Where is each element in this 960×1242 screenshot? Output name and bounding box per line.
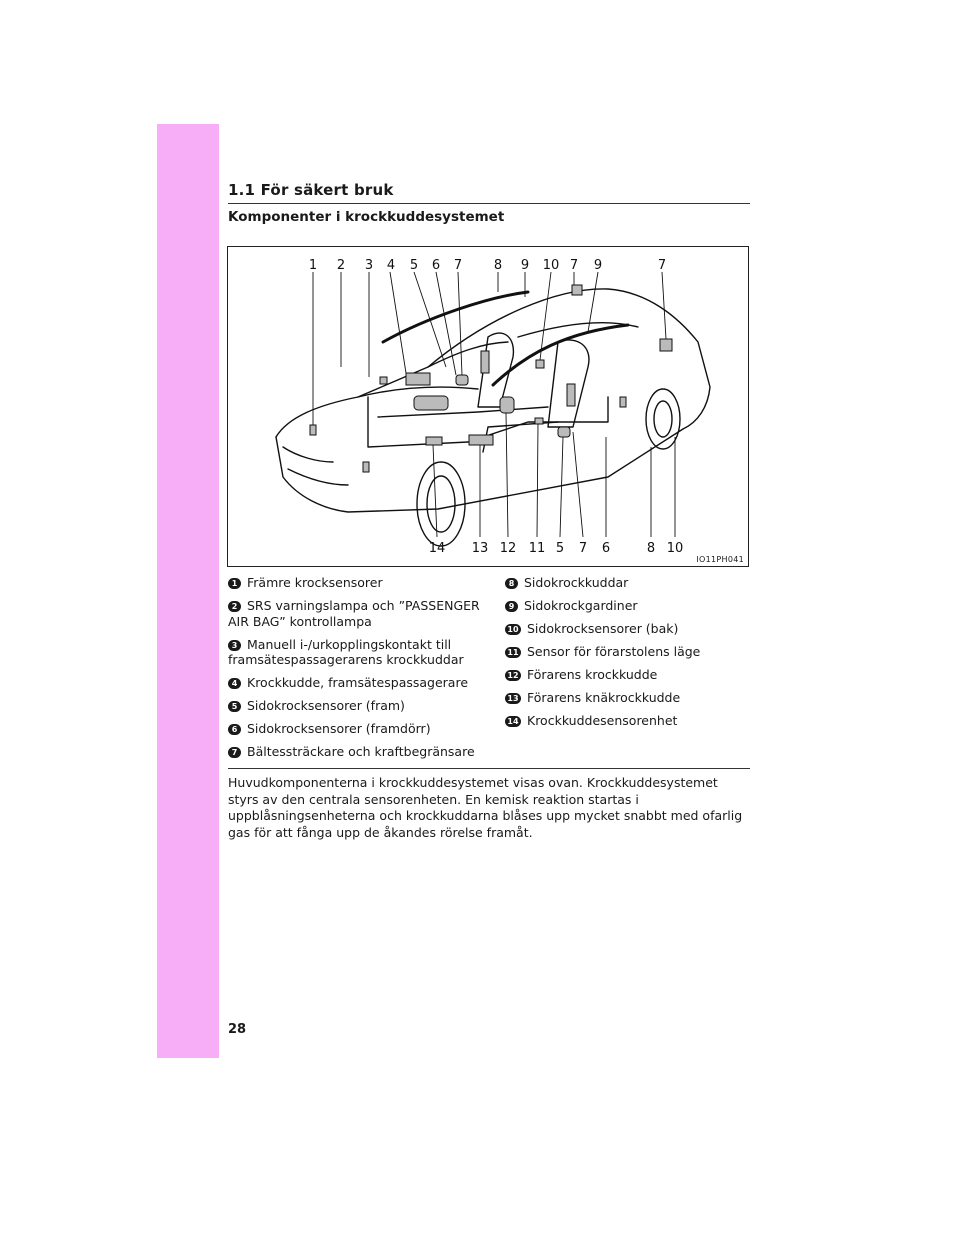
legend-number-badge: 11 xyxy=(505,647,521,658)
legend-item xyxy=(228,637,490,668)
callout-top-11: 7 xyxy=(569,258,579,273)
callout-top-2: 2 xyxy=(336,258,346,273)
legend-text: Förarens krockkudde xyxy=(527,667,658,682)
legend-number-badge: 2 xyxy=(228,601,241,612)
callout-top-13: 7 xyxy=(657,258,667,273)
body-paragraph: Huvudkomponenterna i krockkuddesystemet visas ovan. Krockkuddesystemet styrs av den centrala sensorenheten. En kemisk reaktion startas i uppblåsningsenheterna och krockkuddarna blåses upp mycket snabbt med ofarlig gas för att fånga upp de åkandes rörelse framåt. xyxy=(228,775,743,840)
callout-bottom-9: 10 xyxy=(666,541,684,556)
legend-text: Bältessträckare och kraftbegränsare xyxy=(247,744,475,759)
legend-text: Sensor för förarstolens läge xyxy=(527,644,701,659)
section-title: 1.1 För säkert bruk xyxy=(228,181,394,199)
section-header xyxy=(228,180,750,204)
callout-bottom-8: 8 xyxy=(646,541,656,556)
legend-item xyxy=(505,713,750,729)
airbag-system-illustration xyxy=(227,246,749,567)
callout-bottom-2: 13 xyxy=(471,541,489,556)
legend-item xyxy=(505,598,750,614)
divider xyxy=(228,768,750,769)
legend-right-column xyxy=(505,575,750,736)
legend-text: SRS varningslampa och ”PASSENGER AIR BAG” kontrollampa xyxy=(228,598,480,629)
legend-text: Sidokrockgardiner xyxy=(524,598,638,613)
legend-text: Sidokrocksensorer (framdörr) xyxy=(247,721,431,736)
callout-top-1: 1 xyxy=(308,258,318,273)
legend-number-badge: 8 xyxy=(505,578,518,589)
page-number: 28 xyxy=(228,1022,247,1037)
legend-text: Manuell i-/urkopplingskontakt till framsätespassagerarens krockkuddar xyxy=(228,636,464,667)
legend-number-badge: 5 xyxy=(228,701,241,712)
callout-top-4: 4 xyxy=(386,258,396,273)
legend-text: Sidokrocksensorer (bak) xyxy=(527,621,679,636)
callout-top-10: 10 xyxy=(542,258,560,273)
legend-left-column xyxy=(228,575,490,767)
callout-top-8: 8 xyxy=(493,258,503,273)
car-diagram xyxy=(228,247,748,566)
legend-text: Krockkuddesensorenhet xyxy=(527,713,678,728)
callout-bottom-5: 5 xyxy=(555,541,565,556)
legend-number-badge: 3 xyxy=(228,640,241,651)
legend-item xyxy=(505,690,750,706)
callout-bottom-6: 7 xyxy=(578,541,588,556)
legend-text: Sidokrockkuddar xyxy=(524,575,629,590)
legend-text: Främre krocksensorer xyxy=(247,575,383,590)
legend-text: Sidokrocksensorer (fram) xyxy=(247,698,405,713)
callout-bottom-4: 11 xyxy=(528,541,546,556)
legend-number-badge: 12 xyxy=(505,670,521,681)
callout-top-6: 6 xyxy=(431,258,441,273)
legend-item xyxy=(228,721,490,737)
legend-item xyxy=(228,675,490,691)
legend-text: Förarens knäkrockkudde xyxy=(527,690,681,705)
callout-top-9: 9 xyxy=(520,258,530,273)
callout-top-5: 5 xyxy=(409,258,419,273)
legend-item xyxy=(228,744,490,760)
legend-number-badge: 1 xyxy=(228,578,241,589)
legend-number-badge: 6 xyxy=(228,724,241,735)
page-subtitle: Komponenter i krockkuddesystemet xyxy=(228,209,505,225)
legend-number-badge: 7 xyxy=(228,747,241,758)
figure-code: IO11PH041 xyxy=(696,555,744,564)
callout-bottom-7: 6 xyxy=(601,541,611,556)
legend-item xyxy=(505,667,750,683)
legend-number-badge: 4 xyxy=(228,678,241,689)
callout-bottom-3: 12 xyxy=(499,541,517,556)
legend-item xyxy=(228,698,490,714)
callout-top-3: 3 xyxy=(364,258,374,273)
legend-item xyxy=(505,644,750,660)
callout-bottom-1: 14 xyxy=(428,541,446,556)
legend-item xyxy=(228,598,490,629)
callout-top-12: 9 xyxy=(593,258,603,273)
section-tab-strip xyxy=(157,124,219,1058)
legend-item xyxy=(505,575,750,591)
legend-number-badge: 13 xyxy=(505,693,521,704)
legend-item xyxy=(505,621,750,637)
legend-item xyxy=(228,575,490,591)
legend-number-badge: 14 xyxy=(505,716,521,727)
legend-number-badge: 9 xyxy=(505,601,518,612)
legend-number-badge: 10 xyxy=(505,624,521,635)
callout-top-7: 7 xyxy=(453,258,463,273)
legend-text: Krockkudde, framsätespassagerare xyxy=(247,675,469,690)
